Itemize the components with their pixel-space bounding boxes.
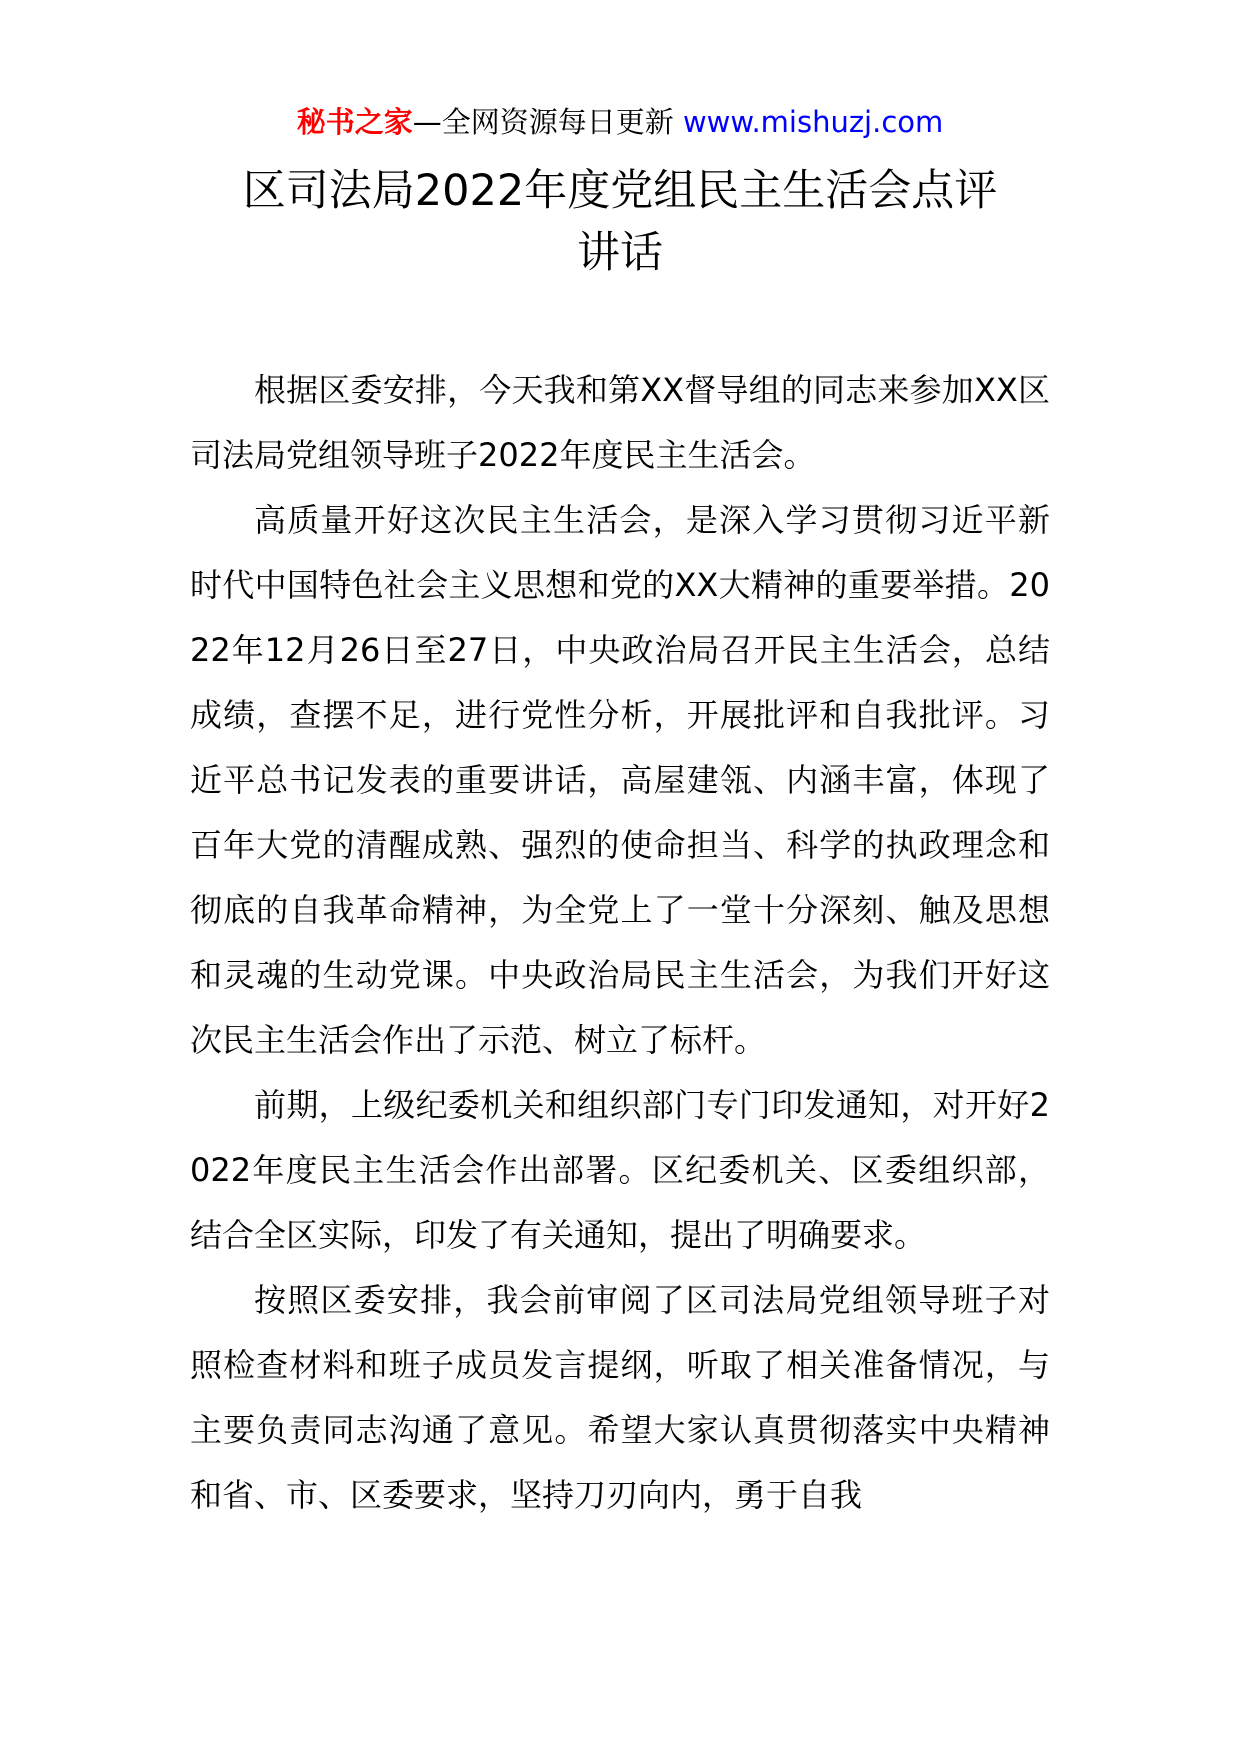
paragraph-2: 高质量开好这次民主生活会，是深入学习贯彻习近平新时代中国特色社会主义思想和党的XX大精神的重要举措。2022年12月26日至27日，中央政治局召开民主生活会，总结成绩，查摆不足，进行党性分析，开展批评和自我批评。习近平总书记发表的重要讲话，高屋建瓴、内涵丰富，体现了百年大党的清醒成熟、强烈的使命担当、科学的执政理念和彻底的自我革命精神，为全党上了一堂十分深刻、触及思想和灵魂的生动党课。中央政治局民主生活会，为我们开好这次民主生活会作出了示范、树立了标杆。 [190, 501, 1050, 1059]
paragraph-1: 根据区委安排，今天我和第XX督导组的同志来参加XX区司法局党组领导班子2022年度民主生活会。 [190, 371, 1050, 474]
brand-name: 秘书之家 [296, 105, 413, 139]
watermark-header [0, 100, 1240, 144]
header-tagline: —全网资源每日更新 [412, 105, 674, 139]
title-line-2: 讲话 [577, 228, 663, 278]
paragraph-4: 按照区委安排，我会前审阅了区司法局党组领导班子对照检查材料和班子成员发言提纲，听取了相关准备情况，与主要负责同志沟通了意见。希望大家认真贯彻落实中央精神和省、市、区委要求，坚持刀刃向内，勇于自我 [190, 1281, 1050, 1514]
document-body [190, 358, 1050, 1528]
paragraph-3: 前期，上级纪委机关和组织部门专门印发通知，对开好2022年度民主生活会作出部署。区纪委机关、区委组织部，结合全区实际，印发了有关通知，提出了明确要求。 [190, 1086, 1050, 1254]
site-url-link[interactable]: www.mishuzj.com [682, 105, 944, 139]
title-line-1: 区司法局2022年度党组民主生活会点评 [242, 166, 998, 216]
document-title [190, 160, 1050, 284]
